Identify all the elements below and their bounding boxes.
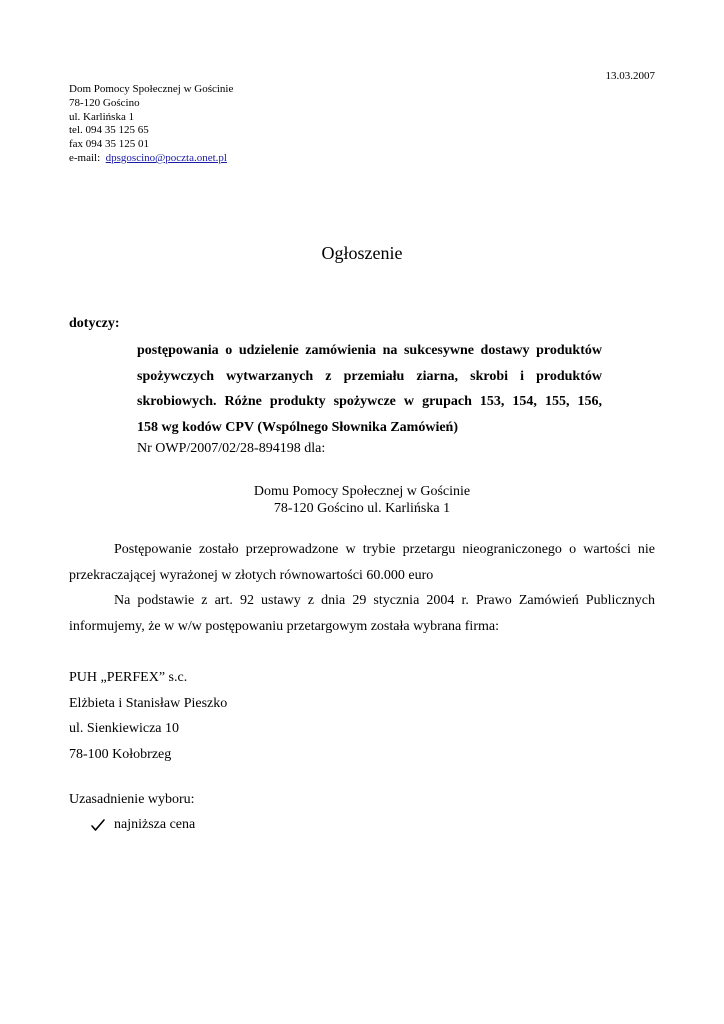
winner-owners: Elżbieta i Stanisław Pieszko: [69, 695, 228, 711]
sender-email-row: [69, 152, 233, 166]
sender-name: Dom Pomocy Społecznej w Gościnie: [69, 83, 234, 95]
institution-name: Domu Pomocy Społecznej w Gościnie: [253, 484, 471, 499]
criteria-list-item: [90, 817, 195, 833]
institution-address: 78-120 Gościno ul. Karlińska 1: [273, 501, 451, 516]
sender-postal: 78-120 Gościno: [69, 96, 140, 109]
procedure-paragraph: [69, 537, 655, 588]
procedure-paragraph-line-2: przekraczającej wyrażonej w złotych równowartości 60.000 euro: [69, 567, 434, 583]
winner-address-block: [69, 665, 227, 767]
subject-line-1: postępowania o udzielenie zamówienia na sukcesywne dostawy produktów: [137, 343, 602, 358]
winner-postal: 78-100 Kołobrzeg: [69, 746, 172, 762]
sender-street: ul. Karlińska 1: [69, 110, 135, 123]
legal-basis-paragraph-line-1: Na podstawie z art. 92 ustawy z dnia 29 stycznia 2004 r. Prawo Zamówień Publicznych: [114, 593, 655, 608]
sender-email-link[interactable]: dpsgoscino@poczta.onet.pl: [105, 151, 227, 164]
institution-block: [0, 483, 724, 517]
legal-basis-paragraph-line-2: informujemy, że w w/w postępowaniu przetargowym została wybrana firma:: [69, 618, 499, 634]
document-title: Ogłoszenie: [321, 243, 403, 263]
concerns-label: dotyczy:: [69, 316, 120, 331]
winner-street: ul. Sienkiewicza 10: [69, 721, 180, 736]
subject-block: [137, 338, 602, 440]
reference-number: Nr OWP/2007/02/28-894198 dla:: [137, 441, 326, 456]
sender-email-label: e-mail:: [69, 151, 101, 164]
sender-fax: fax 094 35 125 01: [69, 138, 150, 151]
document-date: 13.03.2007: [605, 70, 655, 82]
checkmark-icon: [90, 818, 106, 832]
justification-label: Uzasadnienie wyboru:: [69, 792, 195, 807]
sender-phone: tel. 094 35 125 65: [69, 124, 149, 137]
legal-basis-paragraph: [69, 588, 655, 639]
subject-line-4: 158 wg kodów CPV (Wspólnego Słownika Zamówień): [137, 419, 459, 435]
sender-address-block: [69, 83, 233, 166]
criteria-item-label: najniższa cena: [114, 817, 196, 832]
procedure-paragraph-line-1: Postępowanie zostało przeprowadzone w trybie przetargu nieograniczonego o wartości nie: [114, 542, 655, 557]
winner-company: PUH „PERFEX” s.c.: [69, 670, 188, 685]
subject-line-2: spożywczych wytwarzanych z przemiału ziarna, skrobi i produktów: [137, 368, 602, 384]
subject-line-3: skrobiowych. Różne produkty spożywcze w grupach 153, 154, 155, 156,: [137, 394, 602, 409]
